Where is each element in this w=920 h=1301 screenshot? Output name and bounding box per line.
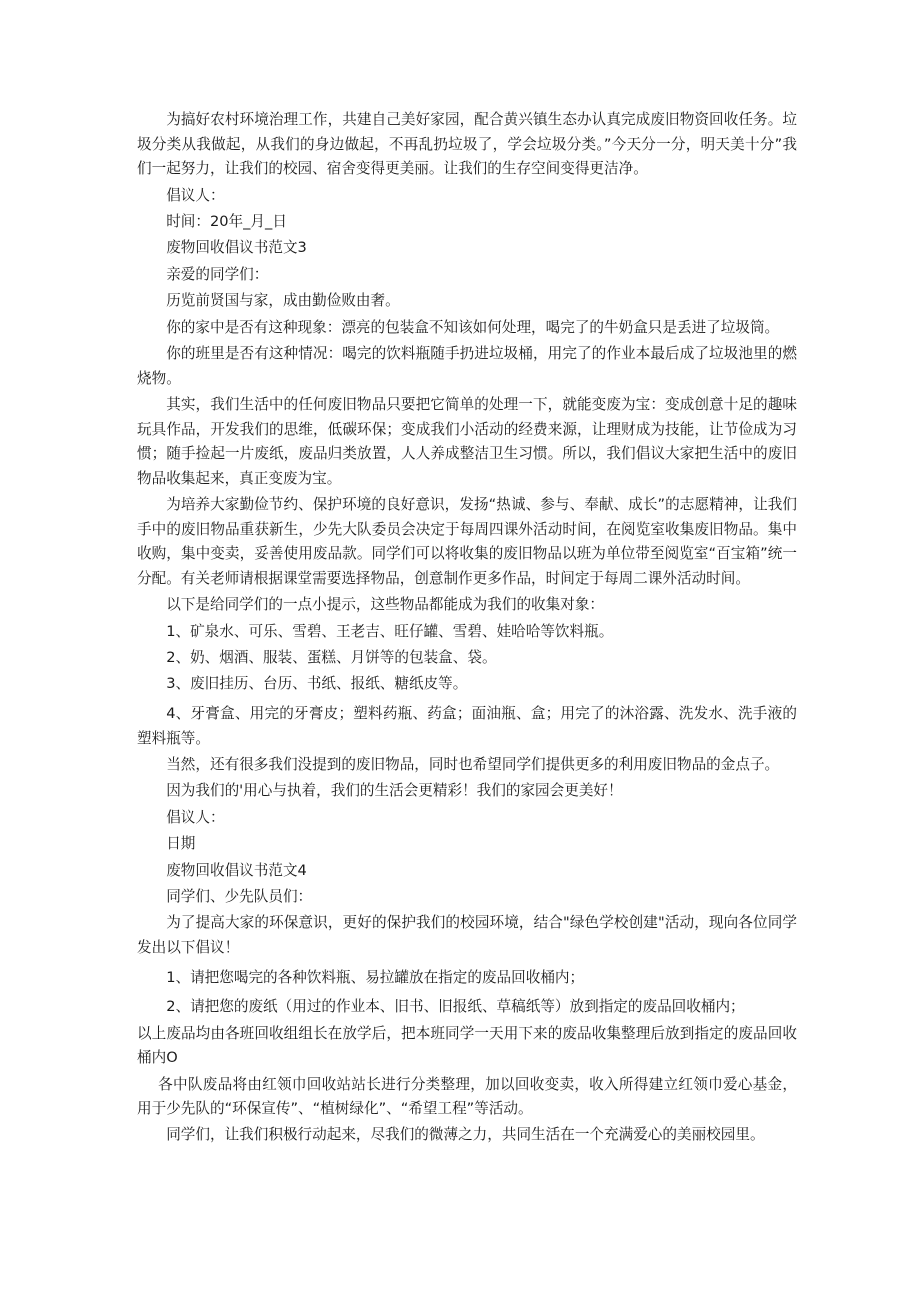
list-item: 3、废旧挂历、台历、书纸、报纸、糖纸皮等。	[166, 675, 468, 693]
list-item: 1、矿泉水、可乐、雪碧、王老吉、旺仔罐、雪碧、娃哈哈等饮料瓶。	[166, 622, 614, 640]
paragraph: 以下是给同学们的一点小提示，这些物品都能成为我们的收集对象：	[166, 596, 605, 614]
paragraph: 为搞好农村环境治理工作，共建自己美好家园，配合黄兴镇生态办认真完成废旧物资回收任务。垃圾分类从我做起，从我们的身边做起，不再乱扔垃圾了，学会垃圾分类。”今天分一分，明天美十分”我们一起努力，让我们的校园、宿舍变得更美丽。让我们的生存空间变得更洁净。	[137, 111, 797, 178]
section-heading: 废物回收倡议书范文4	[166, 861, 307, 879]
paragraph: 当然，还有很多我们没提到的废旧物品，同时也希望同学们提供更多的利用废旧物品的金点子。	[166, 756, 780, 773]
paragraph: 为培养大家勤俭节约、保护环境的良好意识，发扬“热诚、参与、奉献、成长”的志愿精神，让我们手中的废旧物品重获新生，少先大队委员会决定于每周四课外活动时间，在阅览室收集废旧物品。集中收购，集中变卖，妥善使用废品款。同学们可以将收集的废旧物品以班为单位带至阅览室“百宝箱”统一分配。有关老师请根据课堂需要选择物品，创意制作更多作品，时间定于每周二课外活动时间。	[137, 496, 797, 587]
closing-paragraph: 同学们，让我们积极行动起来，尽我们的微薄之力，共同生活在一个充满爱心的美丽校园里。	[166, 1126, 765, 1144]
paragraph: 倡议人：	[166, 186, 225, 204]
date-label: 日期	[166, 835, 196, 853]
paragraph: 因为我们的'用心与执着，我们的生活会更精彩！我们的家园会更美好！	[166, 782, 623, 800]
paragraph: 以上废品均由各班回收组组长在放学后，把本班同学一天用下来的废品收集整理后放到指定的废品回收桶内O	[137, 1024, 797, 1067]
list-item: 2、请把您的废纸（用过的作业本、旧书、旧报纸、草稿纸等）放到指定的废品回收桶内；	[166, 998, 745, 1016]
paragraph: 你的班里是否有这种情况：喝完的饮料瓶随手扔进垃圾桶，用完了的作业本最后成了垃圾池里的燃烧物。	[137, 344, 797, 387]
list-item: 1、请把您喝完的各种饮料瓶、易拉罐放在指定的废品回收桶内；	[166, 968, 585, 986]
list-item: 4、牙膏盒、用完的牙膏皮；塑料药瓶、药盒；面油瓶、盒；用完了的沐浴露、洗发水、洗手液的塑料瓶等。	[137, 705, 797, 747]
paragraph: 各中队废品将由红领巾回收站站长进行分类整理，加以回收变卖，收入所得建立红领巾爱心基金，用于少先队的“环保宣传”、“植树绿化”、“希望工程”等活动。	[137, 1075, 797, 1118]
list-item: 2、奶、烟酒、服装、蛋糕、月饼等的包装盒、袋。	[166, 649, 497, 667]
paragraph: 为了提高大家的环保意识，更好的保护我们的校园环境，结合"绿色学校创建"活动，现向各位同学发出以下倡议！	[137, 914, 797, 956]
document-body	[137, 108, 797, 1150]
signature-label: 倡议人：	[166, 808, 225, 826]
paragraph: 时间：20年_月_日	[166, 212, 287, 230]
salutation: 同学们、少先队员们：	[166, 887, 313, 905]
paragraph: 历览前贤国与家，成由勤俭败由奢。	[166, 292, 400, 310]
paragraph: 其实，我们生活中的任何废旧物品只要把它简单的处理一下，就能变废为宝：变成创意十足的趣味玩具作品，开发我们的思维，低碳环保；变成我们小活动的经费来源，让理财成为技能，让节俭成为习惯；随手捡起一片废纸，废品归类放置，人人养成整洁卫生习惯。所以，我们倡议大家把生活中的废旧物品收集起来，真正变废为宝。	[137, 395, 797, 487]
paragraph: 你的家中是否有这种现象：漂亮的包装盒不知该如何处理，喝完了的牛奶盒只是丢进了垃圾筒。	[166, 318, 780, 336]
section-heading: 废物回收倡议书范文3	[166, 239, 307, 257]
salutation: 亲爱的同学们：	[166, 265, 269, 283]
